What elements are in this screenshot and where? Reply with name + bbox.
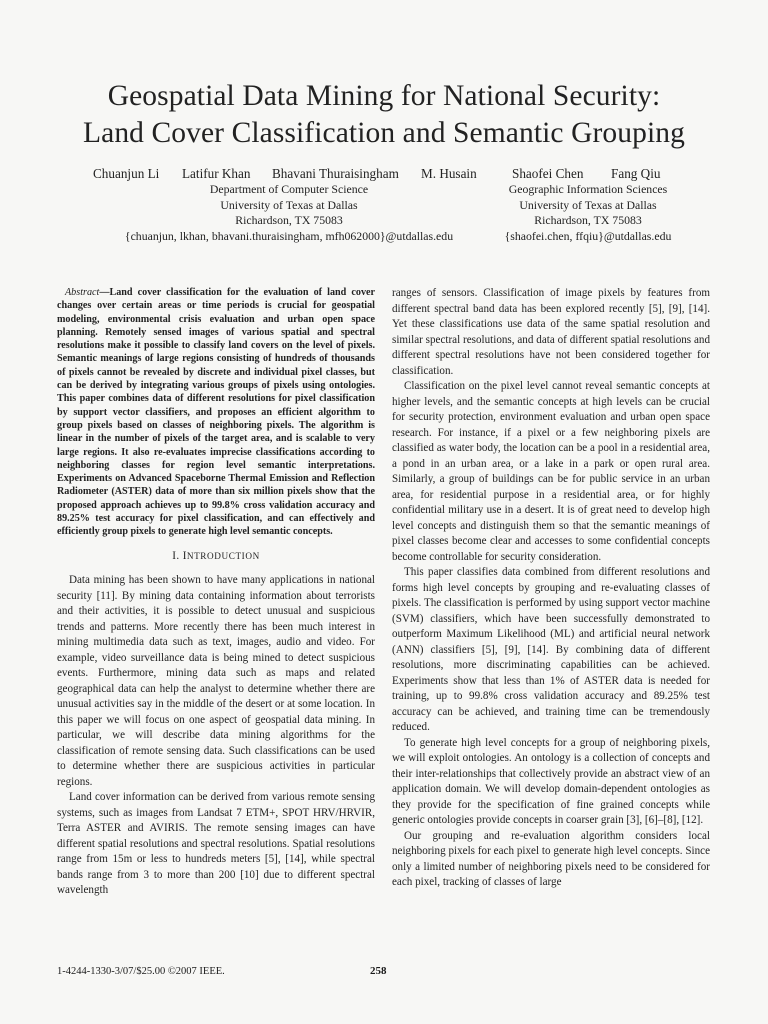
left-column [57,286,375,899]
affiliation-left-city: Richardson, TX 75083 [235,213,343,228]
right-paragraph-4: To generate high level concepts for a group of neighboring pixels, we will exploit ontologies. An ontology is a collection of concepts and their inter-relationships that collectively provide an abstract view of an application domain. We will develop domain-dependent ontologies as they provide for the specification of fine grained concepts while generic ontologies provide concepts in coarser grain [3], [6]–[8], [12]. [392,736,710,826]
abstract [57,286,375,539]
author-1: Chuanjun Li [93,166,160,181]
right-paragraph-5: Our grouping and re-evaluation algorithm considers local neighboring pixels for each pixel to generate high level concepts. Since only a limited number of neighboring pixels need to be considered for each pixel, tracking of classes of large [392,829,710,888]
paper-title [0,78,768,152]
right-paragraph-2: Classification on the pixel level cannot reveal semantic concepts at higher levels, and the semantic concepts at high levels can be crucial for security protection, environment evaluation and urban open space research. For instance, if a pixel or a few neighboring pixels are classified as water body, the location can be a pool in a residential area, a pond in an urban area, or a lake in a park or open rural area. Similarly, a group of buildings can be for public service in an urban area, for residential purpose in a residential area, or for highly confidential military use in a desert. It is of great need to develop high level concepts and distinguish them so that the semantic meanings of pixel classes become clear and accesses to some confidential concepts become controllable for security consideration. [392,380,710,563]
author-6: Fang Qiu [611,166,661,181]
affiliation-right-city: Richardson, TX 75083 [534,213,642,228]
right-paragraph-continued: ranges of sensors. Classification of image pixels by features from different spectral band data has been explored recently [5], [9], [14]. Yet these classifications use data of the same spatial resolution and similar spectral resolutions, and data of different spatial resolutions and different spectral resolutions have not been considered together for classification. [392,287,710,377]
abstract-text: —Land cover classification for the evaluation of land cover changes over certain areas or time periods is crucial for geospatial modeling, environmental crisis evaluation and urban open space planning. Remotely sensed images of various spatial and spectral resolutions make it possible to classify land covers on the level of pixels. Semantic meanings of large regions consisting of hundreds of thousands of pixels cannot be revealed by discrete and individual pixel classes, but can be derived by integrating various groups of pixels using ontologies. This paper combines data of different resolutions for pixel classification by support vector classifiers, and proposes an efficient algorithm to group pixels based on classes of neighboring pixels. The algorithm is linear in the number of pixels of the target area, and is scalable to very large regions. It also re-evaluates imprecise classifications according to neighboring classes for region level semantic interpretations. Experiments on Advanced Spaceborne Thermal Emission and Reflection Radiometer (ASTER) data of more than six million pixels show that the proposed approach achieves up to 99.8% cross validation accuracy and 89.25% test accuracy for pixel classification, and can effectively and efficiently group pixels to generate high level semantic concepts. [57,287,375,538]
affiliation-left-emails: {chuanjun, lkhan, bhavani.thuraisingham, mfh062000}@utdallas.edu [124,228,454,243]
affiliation-right-dept: Geographic Information Sciences [508,182,668,196]
title-line-1: Geospatial Data Mining for National Security: [107,80,661,112]
affiliation-left-dept: Department of Computer Science [209,182,369,196]
right-paragraph-3: This paper classifies data combined from different resolutions and forms high level concepts by grouping and re-evaluating classes of pixels. The classification is performed by using support vector machine (SVM) classifiers, which have been successfully demonstrated to outperform Maximum Likelihood (ML) and artificial neural network (ANN) classifiers [5], [9], [14]. By combining data of different resolutions, more discriminating capabilities can be achieved. Experiments show that less than 1% of ASTER data is needed for training, up to 99.8% cross validation accuracy and 89.25% test accuracy can be achieved, and training time can be tremendously reduced. [392,566,710,733]
title-line-2: Land Cover Classification and Semantic Grouping [83,117,685,149]
abstract-lead: Abstract [65,287,100,298]
affiliation-left-univ: University of Texas at Dallas [220,197,358,212]
affiliation-left [105,182,473,244]
author-5: Shaofei Chen [512,166,584,181]
affiliation-right-univ: University of Texas at Dallas [519,197,657,212]
section-numeral: I. [172,549,180,562]
author-2: Latifur Khan [182,166,251,181]
author-4: M. Husain [421,166,477,181]
author-3: Bhavani Thuraisingham [272,166,399,181]
section-cap: I [182,549,187,562]
affiliation-right-emails: {shaofei.chen, ffqiu}@utdallas.edu [504,228,672,243]
page-number: 258 [370,965,387,977]
footer-copyright: 1-4244-1330-3/07/$25.00 ©2007 IEEE. [57,966,225,977]
intro-paragraph-2: Land cover information can be derived from various remote sensing systems, such as images from Landsat 7 ETM+, SPOT HRV/HRVIR, Terra ASTER and AVIRIS. The remote sensing images can have different spatial resolutions and spectral resolutions. Spatial resolutions range from 15m or less to hundreds meters [5], [14], while spectral bands range from 3 to more than 200 [10] due to different spectral wavelength [57,791,375,897]
intro-paragraph-1: Data mining has been shown to have many applications in national security [11]. By mining data containing information about terrorists and their activities, it is possible to detect unusual and suspicious trends and patterns. More recently there has been much interest in mining multimedia data such as text, images, audio and video. For example, video surveillance data is being mined to detect suspicious events. Furthermore, mining data such as maps and related geographical data can help the analyst to determine whether there are unusual activities say in the middle of the desert or at some location. In this paper we will focus on one aspect of geospatial data mining. In particular, we will describe data mining algorithms for the classification of remote sensing data. Such classifications can be used to determine whether there are suspicious activities in particular regions. [57,574,375,788]
section-rest: NTRODUCTION [186,550,260,561]
right-column [392,286,710,891]
section-heading-introduction [57,549,375,565]
affiliation-right [488,182,688,244]
